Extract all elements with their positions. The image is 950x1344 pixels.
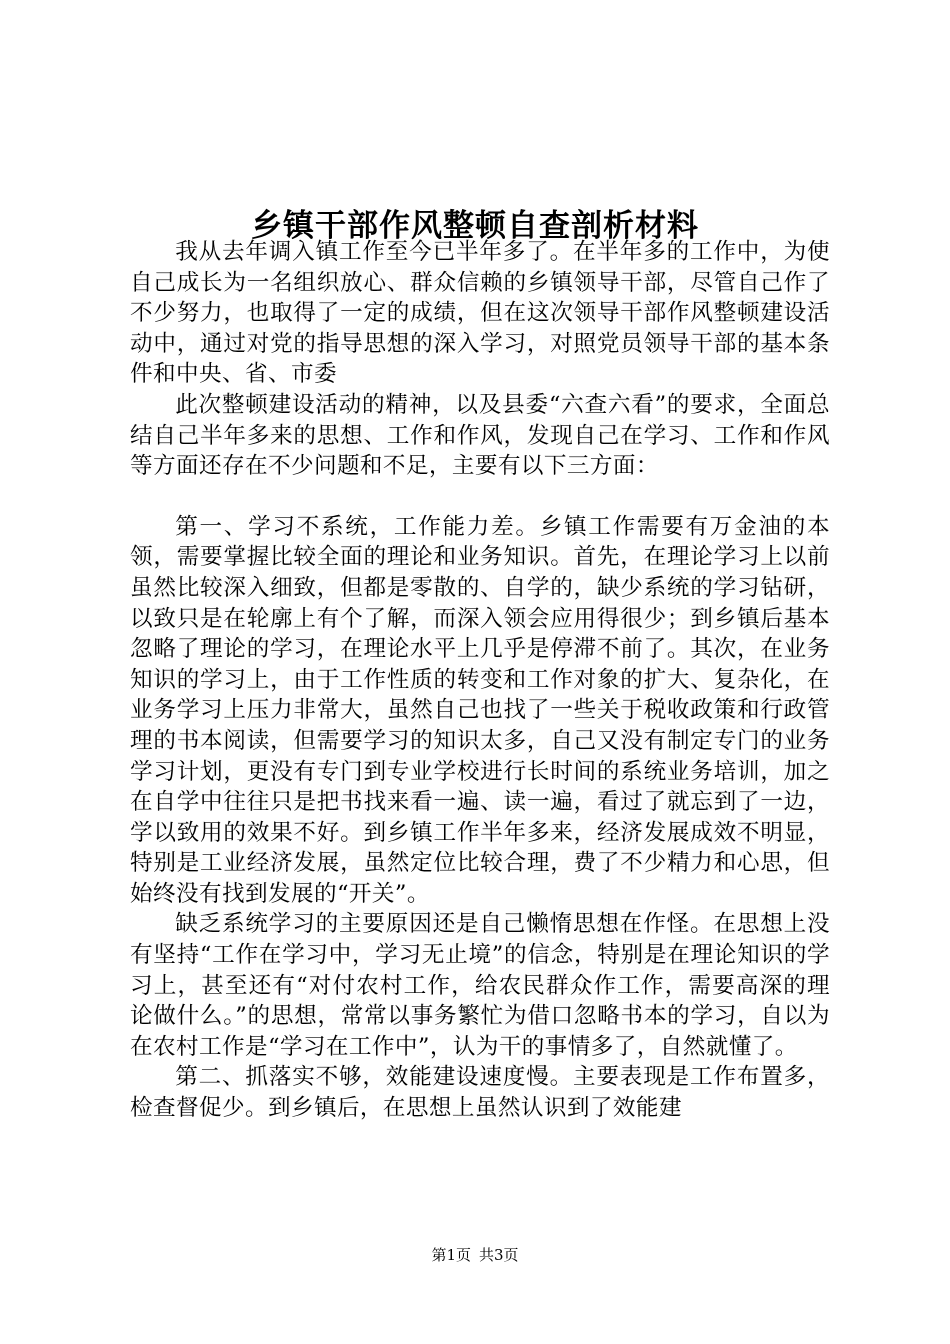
document-title: 乡镇干部作风整顿自查剖析材料 xyxy=(251,207,699,244)
page-number: 第1页 xyxy=(431,1246,471,1264)
paragraph: 缺乏系统学习的主要原因还是自己懒惰思想在作怪。在思想上没有坚持“工作在学习中，学习无止境”的信念，特别是在理论知识的学习上，甚至还有“对付农村工作，给农民群众作工作，需要高深的理论做什么。”的思想，常常以事务繁忙为借口忽略书本的学习，自以为在农村工作是“学习在工作中”，认为干的事情多了，自然就懂了。 xyxy=(130,911,830,1060)
page-footer xyxy=(0,1245,950,1265)
paragraph: 我从去年调入镇工作至今已半年多了。在半年多的工作中，为使自己成长为一名组织放心、群众信赖的乡镇领导干部，尽管自己作了不少努力，也取得了一定的成绩，但在这次领导干部作风整顿建设活动中，通过对党的指导思想的深入学习，对照党员领导干部的基本条件和中央、省、市委 xyxy=(130,239,830,388)
page-total: 共3页 xyxy=(479,1246,519,1264)
paragraph: 第二、抓落实不够，效能建设速度慢。主要表现是工作布置多，检查督促少。到乡镇后，在思想上虽然认识到了效能建 xyxy=(130,1064,830,1122)
paragraph: 此次整顿建设活动的精神，以及县委“六查六看”的要求，全面总结自己半年多来的思想、工作和作风，发现自己在学习、工作和作风等方面还存在不少问题和不足，主要有以下三方面： xyxy=(130,391,830,480)
document-body xyxy=(130,237,830,1124)
paragraph: 第一、学习不系统，工作能力差。乡镇工作需要有万金油的本领，需要掌握比较全面的理论和业务知识。首先，在理论学习上以前虽然比较深入细致，但都是零散的、自学的，缺少系统的学习钻研，以致只是在轮廓上有个了解，而深入领会应用得很少；到乡镇后基本忽略了理论的学习，在理论水平上几乎是停滞不前了。其次，在业务知识的学习上，由于工作性质的转变和工作对象的扩大、复杂化，在业务学习上压力非常大，虽然自己也找了一些关于税收政策和行政管理的书本阅读，但需要学习的知识太多，自己又没有制定专门的业务学习计划，更没有专门到专业学校进行长时间的系统业务培训，加之在自学中往往只是把书找来看一遍、读一遍，看过了就忘到了一边，学以致用的效果不好。到乡镇工作半年多来，经济发展成效不明显，特别是工业经济发展，虽然定位比较合理，费了不少精力和心思，但始终没有找到发展的“开关”。 xyxy=(130,513,830,907)
